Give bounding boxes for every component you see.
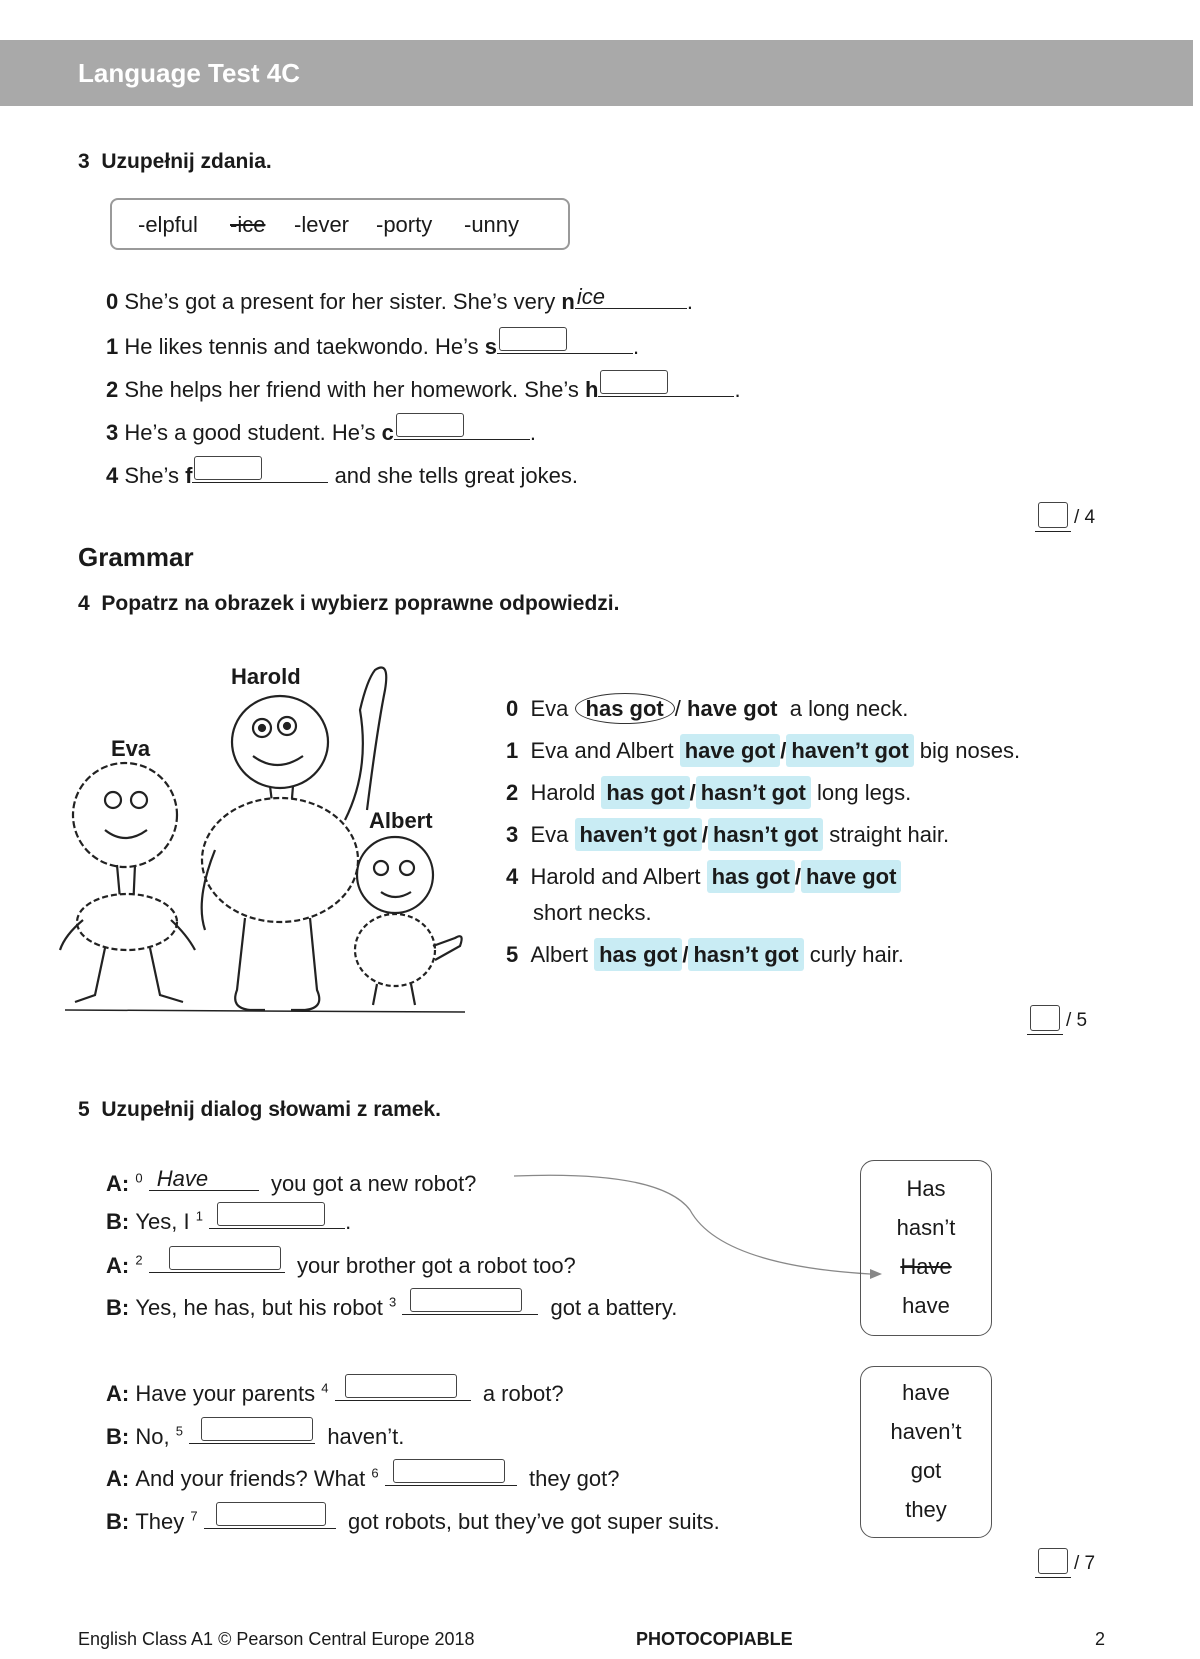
answer-box[interactable] bbox=[194, 456, 262, 480]
score-box[interactable] bbox=[1038, 1548, 1068, 1574]
answer-box[interactable] bbox=[600, 370, 668, 394]
footer-copyright: English Class A1 © Pearson Central Europe 2018 bbox=[78, 1629, 475, 1649]
choice-option[interactable]: hasn’t got bbox=[696, 776, 811, 809]
answer-box[interactable] bbox=[499, 327, 567, 351]
dialog1-line-2: A: $^2$ your brother got a robot too? bbox=[106, 1250, 576, 1279]
word-box-1 bbox=[860, 1160, 992, 1336]
word-choice: they bbox=[905, 1497, 947, 1522]
dialog1-line-0: A: $^0$ Have you got a new robot? bbox=[106, 1166, 477, 1196]
answer-blank[interactable] bbox=[192, 460, 328, 483]
answer-box[interactable] bbox=[393, 1459, 505, 1483]
score-ex3: / 4 bbox=[1038, 502, 1095, 529]
word-option: -lever bbox=[294, 212, 350, 237]
sentence-4: 4 She’s f and she tells great jokes. bbox=[106, 460, 578, 489]
word-choice: got bbox=[910, 1458, 942, 1483]
sentence-0: 0 She’s got a present for her sister. She’s very n ice . bbox=[106, 284, 693, 314]
page-title: Language Test 4C bbox=[78, 58, 301, 88]
answer-box[interactable] bbox=[169, 1246, 281, 1270]
label-eva: Eva bbox=[111, 736, 151, 761]
word-bank bbox=[110, 198, 570, 250]
choice-option[interactable]: has got bbox=[594, 938, 682, 971]
answer-blank[interactable] bbox=[598, 374, 734, 397]
grammar-item-0: 0 Eva has got / have got a long neck. bbox=[506, 696, 908, 722]
dialog2-line-0: A: Have your parents $^4$ a robot? bbox=[106, 1378, 564, 1407]
word-choice: haven’t bbox=[890, 1419, 962, 1444]
score-box[interactable] bbox=[1030, 1005, 1060, 1031]
connector-arrow bbox=[510, 1170, 890, 1280]
exercise-5-title: 5 Uzupełnij dialog słowami z ramek. bbox=[78, 1098, 441, 1121]
albert-figure bbox=[355, 837, 462, 1005]
choice-option[interactable]: have got bbox=[801, 860, 901, 893]
word-choice: have bbox=[902, 1380, 950, 1405]
answer-blank[interactable] bbox=[209, 1206, 345, 1229]
score-ex4: / 5 bbox=[1030, 1005, 1087, 1032]
choice-option[interactable]: hasn’t got bbox=[688, 938, 803, 971]
word-option: -unny bbox=[464, 212, 520, 237]
answer-blank: Have bbox=[149, 1168, 259, 1191]
answer-blank[interactable] bbox=[335, 1378, 471, 1401]
dialog2-line-3: B: They $^7$ got robots, but they’ve got super suits. bbox=[106, 1506, 720, 1535]
grammar-item-4: 4 Harold and Albert has got / have got bbox=[506, 864, 901, 890]
answer-box[interactable] bbox=[201, 1417, 313, 1441]
exercise-4-title: 4 Popatrz na obrazek i wybierz poprawne odpowiedzi. bbox=[78, 592, 620, 615]
exercise-instruction: Uzupełnij zdania. bbox=[101, 150, 272, 173]
grammar-item-1: 1 Eva and Albert have got / haven’t got big noses. bbox=[506, 738, 1020, 764]
answer-box[interactable] bbox=[410, 1288, 522, 1312]
eva-figure bbox=[60, 763, 195, 1002]
answer-blank[interactable] bbox=[385, 1463, 517, 1486]
monsters-drawing bbox=[55, 650, 485, 1020]
answer-box[interactable] bbox=[345, 1374, 457, 1398]
answer-blank[interactable] bbox=[402, 1292, 538, 1315]
grammar-item-3: 3 Eva haven’t got / hasn’t got straight hair. bbox=[506, 822, 949, 848]
dialog1-line-1: B: Yes, I $^1$ . bbox=[106, 1206, 351, 1235]
answer-blank[interactable] bbox=[189, 1421, 315, 1444]
exercise-number: 3 bbox=[78, 150, 90, 173]
word-choice: have bbox=[902, 1293, 950, 1318]
dialog2-line-2: A: And your friends? What $^6$ they got? bbox=[106, 1463, 619, 1492]
word-box-2 bbox=[860, 1366, 992, 1538]
word-choice: Has bbox=[906, 1176, 946, 1201]
dialog1-line-3: B: Yes, he has, but his robot $^3$ got a battery. bbox=[106, 1292, 677, 1321]
choice-selected[interactable]: has got bbox=[575, 693, 675, 724]
choice-option[interactable]: hasn’t got bbox=[708, 818, 823, 851]
answer-box[interactable] bbox=[216, 1502, 326, 1526]
sentence-3: 3 He’s a good student. He’s c . bbox=[106, 417, 536, 446]
answer-blank[interactable] bbox=[204, 1506, 336, 1529]
footer-photocopiable: PHOTOCOPIABLE bbox=[636, 1629, 793, 1649]
choice-option[interactable]: has got bbox=[707, 860, 795, 893]
grammar-item-4-continuation: short necks. bbox=[533, 900, 652, 925]
label-harold: Harold bbox=[231, 664, 301, 689]
grammar-item-2: 2 Harold has got / hasn’t got long legs. bbox=[506, 780, 911, 806]
score-ex5: / 7 bbox=[1038, 1548, 1095, 1575]
grammar-item-5: 5 Albert has got / hasn’t got curly hair. bbox=[506, 942, 904, 968]
dialog2-line-1: B: No, $^5$ haven’t. bbox=[106, 1421, 404, 1450]
answer-box[interactable] bbox=[396, 413, 464, 437]
section-title-grammar: Grammar bbox=[78, 542, 194, 572]
choice-option[interactable]: have got bbox=[680, 734, 780, 767]
word-option-used: -ice bbox=[230, 212, 266, 237]
answer-blank: ice bbox=[575, 286, 687, 309]
answer-box[interactable] bbox=[217, 1202, 325, 1226]
exercise-3-title bbox=[78, 150, 272, 174]
choice-option[interactable]: haven’t got bbox=[575, 818, 702, 851]
cartoon-illustration bbox=[55, 650, 485, 1020]
answer-blank[interactable] bbox=[149, 1250, 285, 1273]
word-option: -elpful bbox=[138, 212, 198, 237]
sentence-2: 2 She helps her friend with her homework. She’s h . bbox=[106, 374, 741, 403]
page-number: 2 bbox=[1095, 1629, 1106, 1649]
label-albert: Albert bbox=[369, 808, 433, 833]
answer-blank[interactable] bbox=[394, 417, 530, 440]
word-option: -porty bbox=[376, 212, 433, 237]
choice-option[interactable]: haven’t got bbox=[786, 734, 913, 767]
word-choice-used: Have bbox=[900, 1254, 952, 1279]
choice-option[interactable]: has got bbox=[601, 776, 689, 809]
sentence-1: 1 He likes tennis and taekwondo. He’s s . bbox=[106, 331, 639, 360]
choice-option[interactable]: have got bbox=[687, 696, 778, 721]
score-box[interactable] bbox=[1038, 502, 1068, 528]
word-choice: hasn’t bbox=[896, 1215, 956, 1240]
answer-blank[interactable] bbox=[497, 331, 633, 354]
